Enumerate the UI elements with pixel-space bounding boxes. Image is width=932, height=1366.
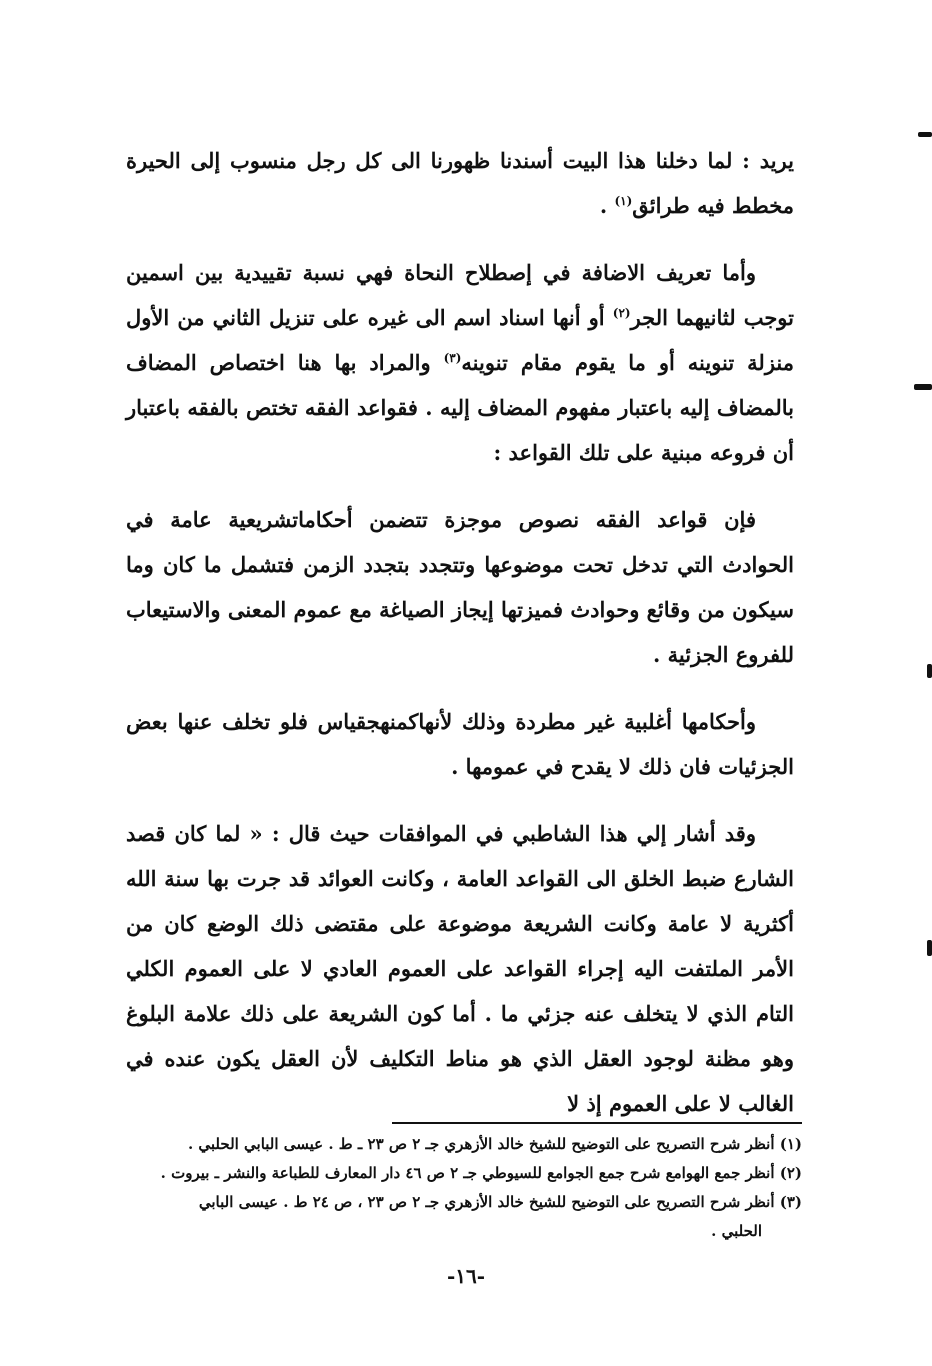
paragraph-text: أو أنها اسناد اسم الى غيره على تنزيل الثاني من الأول منزلة تنوينه أو ما يقوم مقام تنوينه [126,305,794,375]
footnote-3: (٣) أنظر شرح التصريح على التوضيح للشيخ خالد الأزهري جـ ٢ ص ٢٣ ، ص ٢٤ ط . عيسى البابي [198,1193,802,1211]
scan-edge-mark [918,132,932,137]
footnote-ref-3[interactable]: (٣) [443,351,462,365]
main-text [126,138,794,1126]
footnote-2: (٢) أنظر جمع الهوامع شرح جمع الجوامع للسيوطي جـ ٢ ص ٤٦ دار المعارف للطباعة والنشر ـ بيروت . [160,1164,802,1182]
footnotes [120,1130,802,1246]
page-number: -١٦- [446,1264,486,1288]
footnote-separator [392,1122,802,1124]
paragraph-shatibi-quote: وقد أشار إلي هذا الشاطبي في الموافقات حيث قال : « لما كان قصد الشارع ضبط الخلق الى القواعد العامة ، وكانت العوائد قد جرت بها سنة الله أكثرية لا عامة وكانت الشريعة موضوعة على مقتضى ذلك الوضع كان من الأمر الملتفت اليه إجراء القواعد على العموم العادي لا على العموم الكلي التام الذي لا يتخلف عنه جزئي ما . أما كون الشريعة على ذلك علامة البلوغ وهو مظنة لوجود العقل الذي هو مناط التكليف لأن العقل يكون عنده في الغالب لا على العموم إذ لا [126,821,794,1116]
footnote-ref-1[interactable]: (١) [614,194,633,208]
paragraph-text: وأما تعريف الاضافة في إصطلاح النحاة فهي نسبة تقييدية بين اسمين توجب لثانيهما الجر [126,260,794,330]
footnote-ref-2[interactable]: (٢) [612,306,631,320]
paragraph-verse-explanation [126,138,794,228]
paragraph-qawaid: فإن قواعد الفقه نصوص موجزة تتضمن أحكاماتشريعية عامة في الحوادث التي تدخل تحت موضوعها وتتجدد بتجدد الزمن فتشمل ما كان وما سيكون من وقائع وحوادث فميزتها إيجاز الصياغة مع عموم المعنى والاستيعاب للفروع الجزئية . [126,507,794,667]
paragraph-text: يريد : لما دخلنا هذا البيت أسندنا ظهورنا الى كل رجل منسوب إلى الحيرة مخطط فيه طرائق [126,148,794,218]
scan-edge-mark [927,940,932,956]
paragraph-aghlabiya: وأحكامها أغلبية غير مطردة وذلك لأنهاكمنهجقياس فلو تخلف عنها بعض الجزئيات فان ذلك لا يقدح في عمومها . [126,709,794,779]
paragraph-text: . [599,193,615,218]
footnote-1: (١) أنظر شرح التصريح على التوضيح للشيخ خالد الأزهري جـ ٢ ص ٢٣ ـ ط . عيسى البابي الحلبي . [187,1135,802,1153]
paragraph-text: والمراد بها هنا اختصاص المضاف بالمضاف إليه باعتبار مفهوم المضاف إليه . فقواعد الفقه تختص بالفقه باعتبار أن فروعه مبنية على تلك القواعد : [126,350,794,465]
footnote-3-continued: الحلبي . [711,1222,762,1240]
paragraph-idafa-definition [126,250,794,475]
scan-edge-mark [927,664,932,678]
scan-edge-mark [914,384,932,390]
